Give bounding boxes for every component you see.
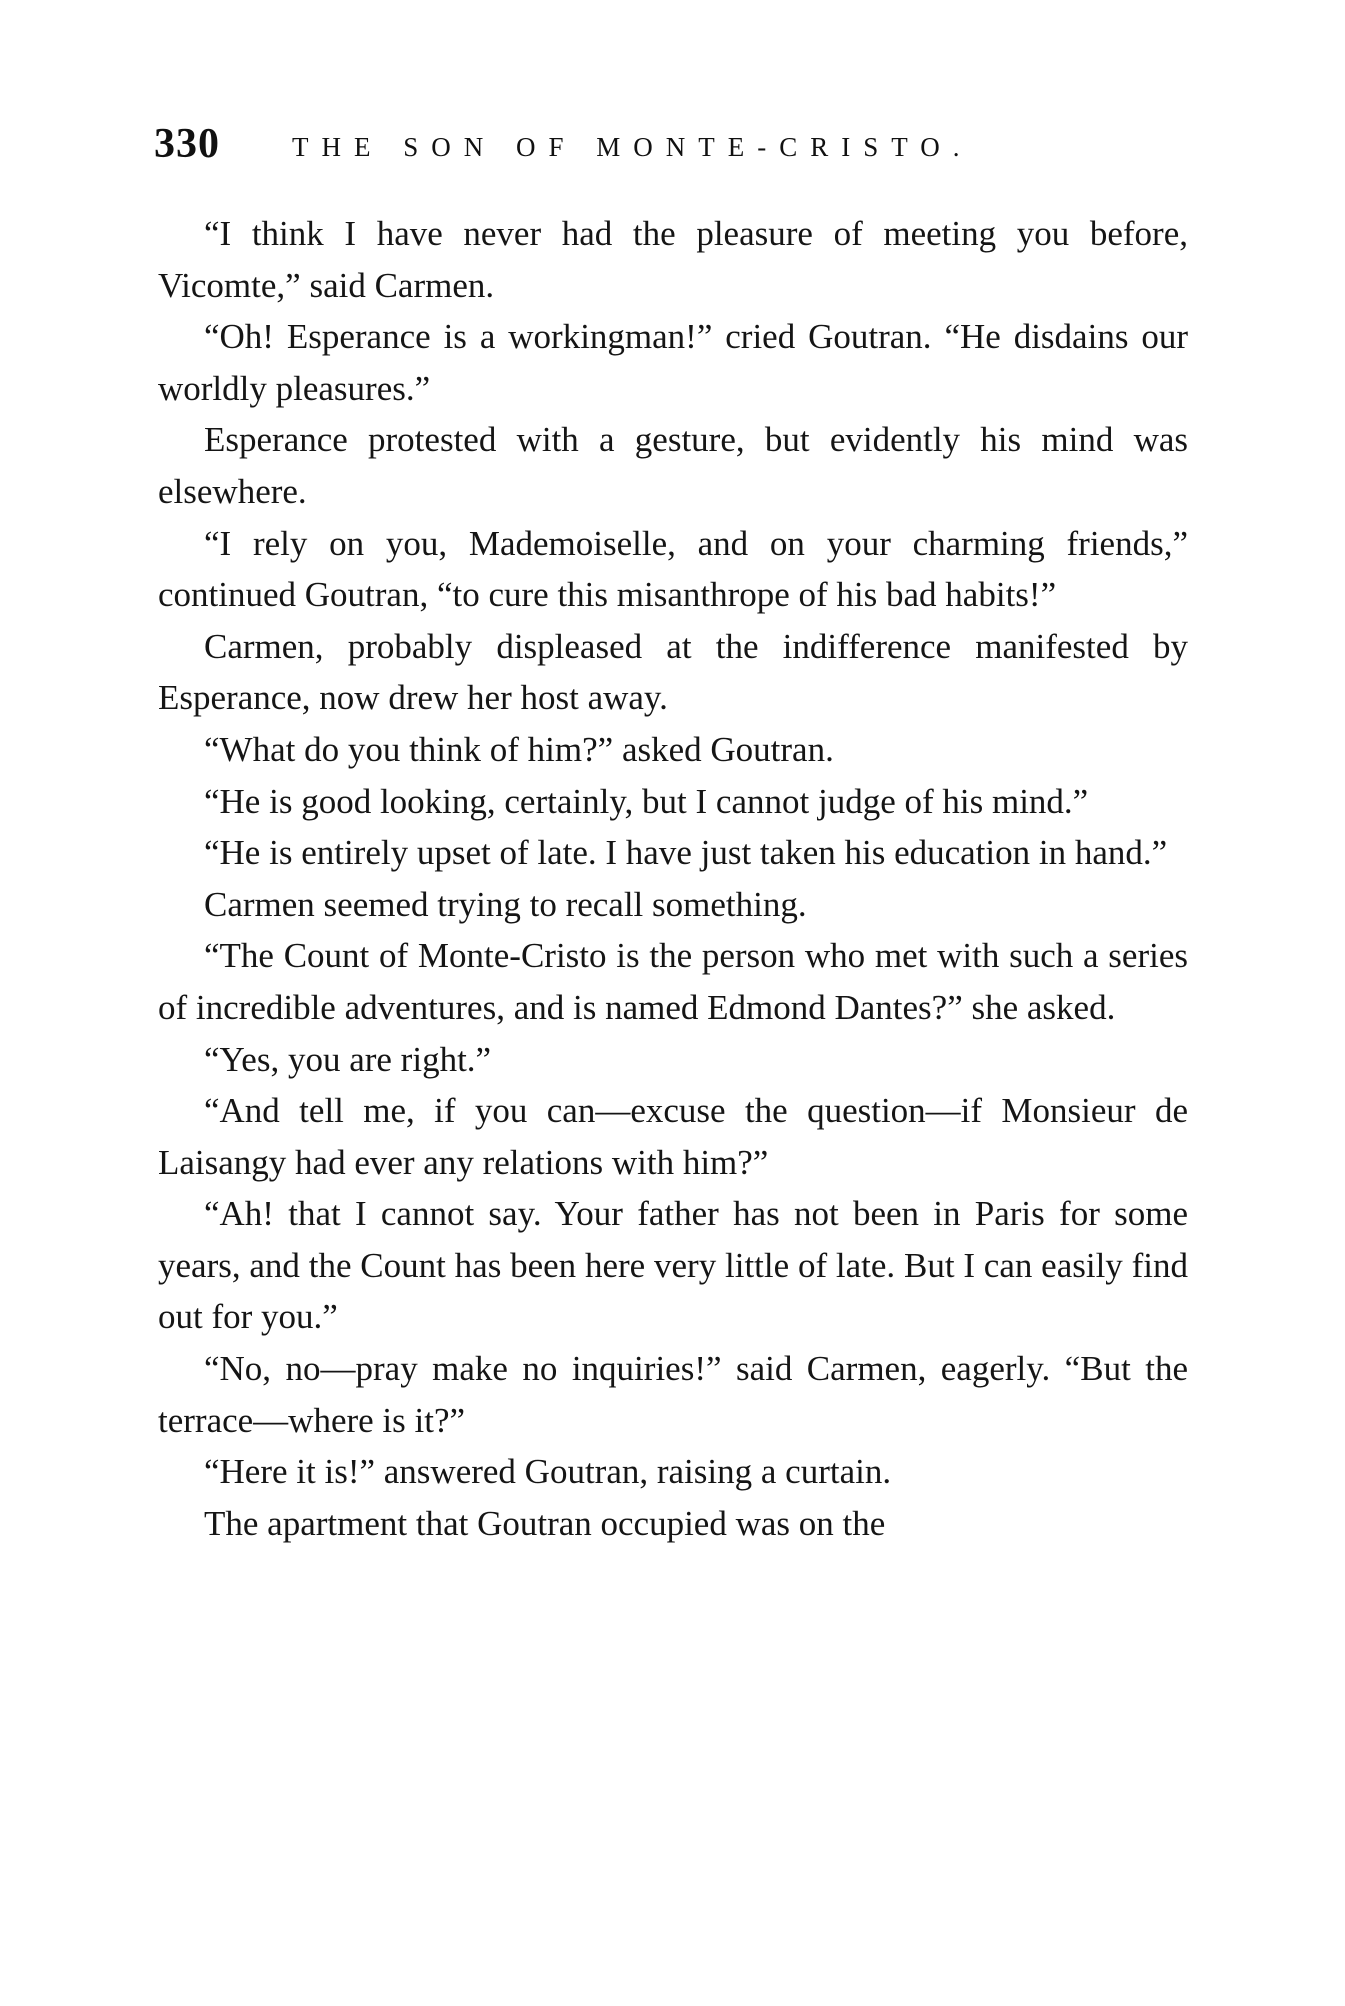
paragraph: Esperance protested with a gesture, but evidently his mind was elsewhere. <box>158 420 1188 511</box>
body-text <box>158 208 1188 1549</box>
paragraph: Carmen, probably displeased at the indifference manifested by Esperance, now drew her host away. <box>158 626 1188 718</box>
paragraph: Carmen seemed trying to recall something. <box>204 884 807 924</box>
paragraph: The apartment that Goutran occupied was on the <box>204 1503 886 1543</box>
paragraph: “Here it is!” answered Goutran, raising a curtain. <box>204 1452 892 1492</box>
paragraph: “And tell me, if you can—excuse the question—if Monsieur de Laisangy had ever any relations with him?” <box>158 1091 1188 1182</box>
paragraph: “No, no—pray make no inquiries!” said Carmen, eagerly. “But the terrace—where is it?” <box>158 1349 1188 1440</box>
paragraph: “What do you think of him?” asked Goutran. <box>204 729 834 769</box>
paragraph: “I rely on you, Mademoiselle, and on your charming friends,” continued Goutran, “to cure this misanthrope of his bad habits!” <box>158 523 1188 615</box>
paragraph: “The Count of Monte-Cristo is the person who met with such a series of incredible adventures, and is named Edmond Dantes?” she asked. <box>158 936 1188 1027</box>
paragraph: “He is good looking, certainly, but I cannot judge of his mind.” <box>204 781 1089 821</box>
paragraph: “Oh! Esperance is a workingman!” cried Goutran. “He disdains our worldly pleasures.” <box>158 317 1188 408</box>
paragraph: “He is entirely upset of late. I have just taken his education in hand.” <box>204 833 1168 873</box>
page-header <box>154 120 1194 180</box>
running-title: THE SON OF MONTE-CRISTO. <box>292 132 973 162</box>
paragraph: “Ah! that I cannot say. Your father has not been in Paris for some years, and the Count has been here very little of late. But I can easily find out for you.” <box>158 1194 1188 1337</box>
page-number: 330 <box>154 121 220 167</box>
paragraph: “I think I have never had the pleasure of meeting you before, Vicomte,” said Carmen. <box>158 214 1188 305</box>
paragraph: “Yes, you are right.” <box>204 1039 492 1079</box>
